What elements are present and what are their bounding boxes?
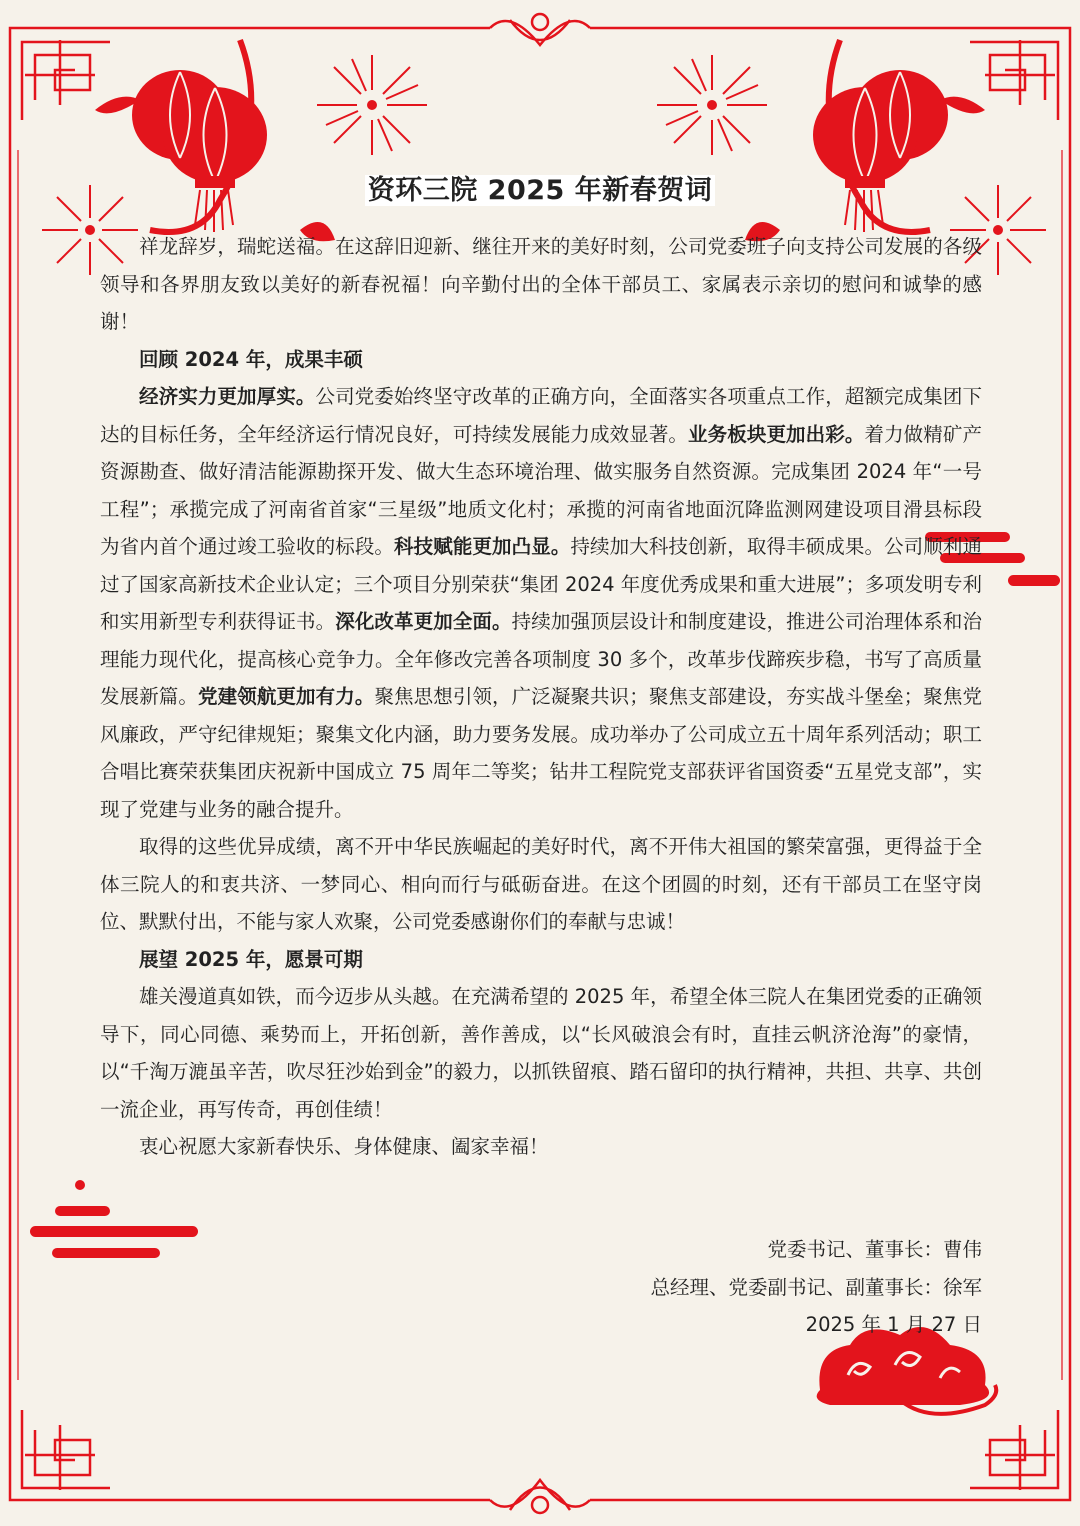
lantern-left-icon	[95, 40, 335, 241]
signature-line-manager: 总经理、党委副书记、副董事长：徐军	[650, 1275, 982, 1299]
bottom-center-ornament	[490, 1480, 590, 1513]
corner-lattice-top-right	[930, 28, 1070, 150]
closing-paragraph: 衷心祝愿大家新春快乐、身体健康、阖家幸福！	[139, 1135, 549, 1158]
section-heading-review: 回顾 2024 年，成果丰硕	[139, 347, 363, 371]
gratitude-paragraph: 取得的这些优异成绩，离不开中华民族崛起的美好时代，离不开伟大祖国的繁荣富强，更得益于全体三院人的和衷共济、一梦同心、相向而行与砥砺奋进。在这个团圆的时刻，还有干部员工在坚守岗位、默默付出，不能与家人欢聚，公司党委感谢你们的奉献与忠诚！	[100, 835, 982, 933]
lantern-right-icon	[745, 40, 985, 241]
outlook-paragraph: 雄关漫道真如铁，而今迈步从头越。在充满希望的 2025 年，希望全体三院人在集团党委的正确领导下，同心同德、乘势而上，开拓创新，善作善成，以“长风破浪会有时，直挂云帆济沧海”的豪情，以“千淘万漉虽辛苦，吹尽狂沙始到金”的毅力，以抓铁留痕、踏石留印的执行精神，共担、共享、共创一流企业，再写传奇，再创佳绩！	[100, 985, 982, 1121]
signature-line-chairman: 党委书记、董事长：曹伟	[767, 1238, 982, 1261]
top-center-ornament	[490, 14, 590, 45]
corner-lattice-bottom-left	[10, 1380, 150, 1500]
page-title: 资环三院 2025 年新春贺词	[0, 168, 1080, 207]
review-paragraph: 经济实力更加厚实。公司党委始终坚守改革的正确方向，全面落实各项重点工作，超额完成集团下达的目标任务，全年经济运行情况良好，可持续发展能力成效显著。业务板块更加出彩。着力做精矿产资源勘查、做好清洁能源勘探开发、做大生态环境治理、做实服务自然资源。完成集团 2024 年“一号工程”；承揽完成了河南省首家“三星级”地质文化村；承揽的河南省地面沉降监测网建设项目滑县标段为省内首个通过竣工验收的标段。科技赋能更加凸显。持续加大科技创新，取得丰硕成果。公司顺利通过了国家高新技术企业认定；三个项目分别荣获“集团 2024 年度优秀成果和重大进展”；多项发明专利和实用新型专利获得证书。深化改革更加全面。持续加强顶层设计和制度建设，推进公司治理体系和治理能力现代化，提高核心竞争力。全年修改完善各项制度 30 多个，改革步伐蹄疾步稳，书写了高质量发展新篇。党建领航更加有力。聚焦思想引领，广泛凝聚共识；聚焦支部建设，夯实战斗堡垒；聚焦党风廉政，严守纪律规矩；聚集文化内涵，助力要务发展。成功举办了公司成立五十周年系列活动；职工合唱比赛荣获集团庆祝新中国成立 75 周年二等奖；钻井工程院党支部获评省国资委“五星党支部”，实现了党建与业务的融合提升。	[100, 385, 982, 821]
signature-date: 2025 年 1 月 27 日	[805, 1313, 982, 1336]
cloud-stripes-left-icon	[30, 1180, 198, 1258]
section-heading-outlook: 展望 2025 年，愿景可期	[139, 947, 363, 971]
corner-lattice-top-left	[10, 28, 150, 150]
letter-body	[100, 228, 982, 1166]
intro-paragraph: 祥龙辞岁，瑞蛇送福。在这辞旧迎新、继往开来的美好时刻，公司党委班子向支持公司发展的各级领导和各界朋友致以美好的新春祝福！向辛勤付出的全体干部员工、家属表示亲切的慰问和诚挚的感谢！	[100, 235, 982, 333]
signature-block	[650, 1231, 982, 1344]
